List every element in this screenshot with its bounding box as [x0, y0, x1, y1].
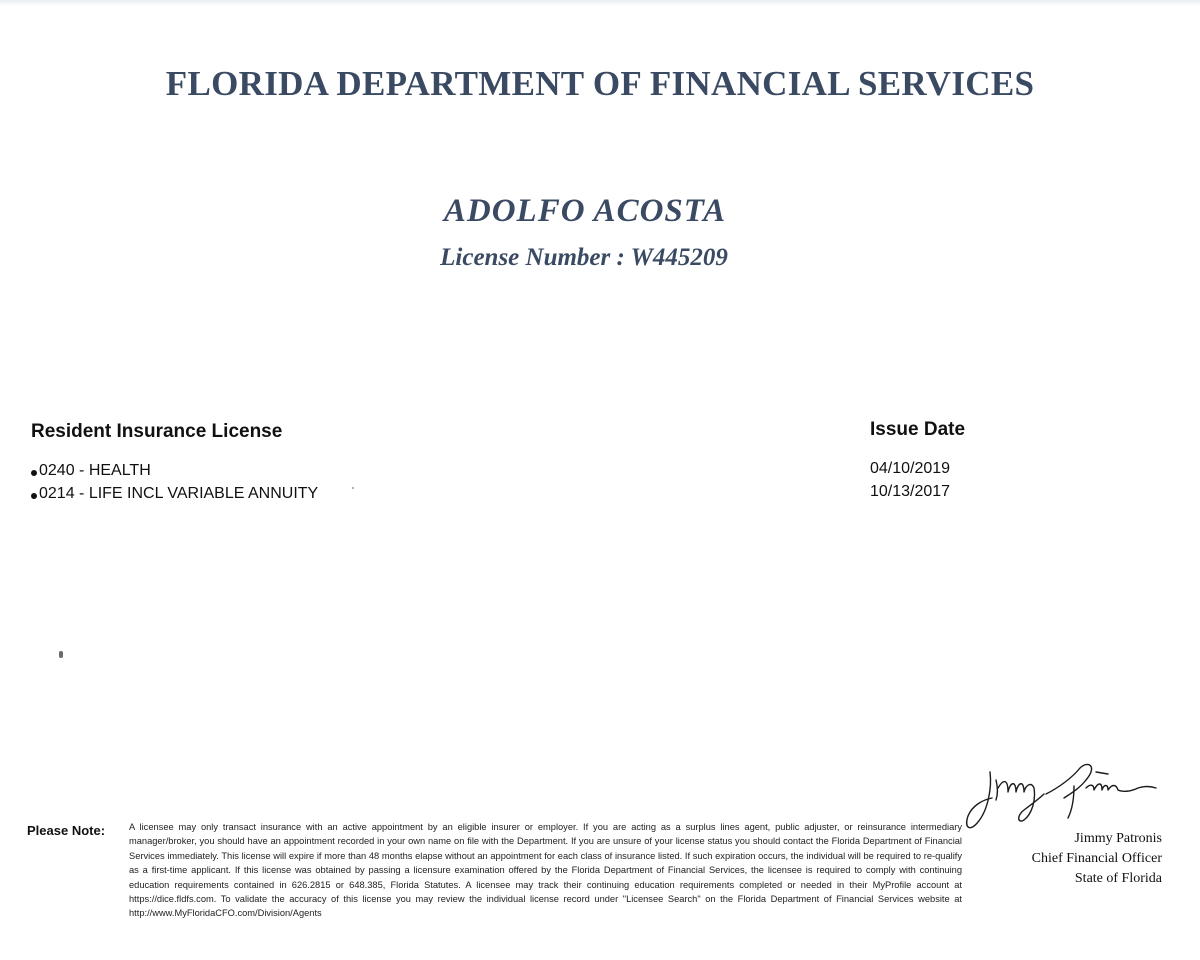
- bullet-icon: [31, 493, 37, 499]
- license-item-label: 0214 - LIFE INCL VARIABLE ANNUITY: [39, 485, 319, 502]
- signatory-state: State of Florida: [1074, 871, 1162, 886]
- signatory-block: [1000, 829, 1162, 889]
- please-note-text: A licensee may only transact insurance with an active appointment by an eligible insurer or employer. If you are acting as a surplus lines agent, public adjuster, or reinsurance intermediary manager/broker, you should have an appointment recorded in your own name on file with the Department. If you are unsure of your license status you should contact the Florida Department of Financial Services immediately. This license will expire if more than 48 months elapse without an appointment for each class of insurance listed. If such expiration occurs, the individual will be required to re-qualify as a first-time applicant. If this license was obtained by passing a licensure examination offered by the Florida Department of Financial Services, the licensee is required to comply with continuing education requirements contained in 626.2815 or 648.385, Florida Statutes. A licensee may track their continuing education requirements completed or needed in their MyProfile account at https://dice.fldfs.com. To validate the accuracy of this license you may review the individual license record under "Licensee Search" on the Florida Department of Financial Services website at http://www.MyFloridaCFO.com/Division/Agents: [129, 822, 962, 919]
- license-item-label: 0240 - HEALTH: [39, 462, 151, 479]
- issue-date: 10/13/2017: [870, 483, 951, 500]
- license-item: [31, 459, 631, 482]
- bullet-icon: [31, 470, 37, 476]
- issue-date: 04/10/2019: [870, 460, 951, 477]
- signature-image: [962, 758, 1162, 838]
- please-note-label: Please Note:: [27, 823, 106, 838]
- signatory-name: Jimmy Patronis: [1074, 831, 1162, 846]
- licensee-name: ADOLFO ACOSTA: [443, 193, 727, 229]
- department-title: FLORIDA DEPARTMENT OF FINANCIAL SERVICES: [165, 64, 1035, 103]
- license-list: [31, 421, 631, 505]
- issue-date-column: [870, 419, 1070, 503]
- scan-speck: [59, 651, 63, 658]
- issue-date-heading: Issue Date: [870, 419, 966, 440]
- license-item: [31, 482, 631, 505]
- scan-speck: [352, 487, 354, 489]
- scan-edge: [0, 0, 1200, 6]
- license-number: License Number : W445209: [440, 244, 728, 271]
- license-type-heading: Resident Insurance License: [31, 421, 283, 442]
- signatory-title: Chief Financial Officer: [1031, 851, 1162, 866]
